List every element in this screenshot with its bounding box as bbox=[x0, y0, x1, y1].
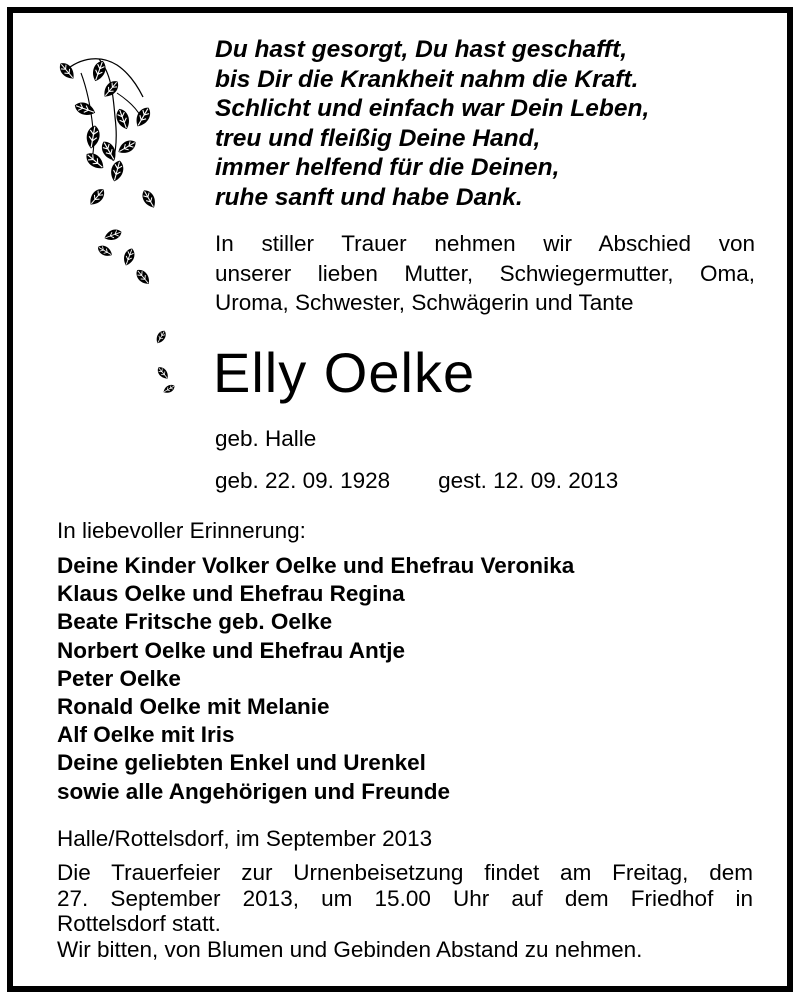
mourners-list bbox=[57, 552, 757, 806]
mourner-line: Alf Oelke mit Iris bbox=[57, 722, 235, 748]
birth-name: geb. Halle bbox=[215, 426, 317, 451]
mourner-line: Deine geliebten Enkel und Urenkel bbox=[57, 750, 426, 776]
mourner-line: Beate Fritsche geb. Oelke bbox=[57, 609, 333, 635]
notice-line: Rottelsdorf statt. bbox=[57, 911, 221, 936]
mourner-line: Klaus Oelke und Ehefrau Regina bbox=[57, 581, 405, 607]
poem-line: bis Dir die Krankheit nahm die Kraft. bbox=[215, 65, 639, 93]
place-and-date: Halle/Rottelsdorf, im September 2013 bbox=[57, 826, 433, 851]
poem-line: ruhe sanft und habe Dank. bbox=[215, 183, 523, 211]
notice-line: Wir bitten, von Blumen und Gebinden Abstand zu nehmen. bbox=[57, 936, 643, 962]
farewell-intro bbox=[215, 229, 755, 318]
obituary-notice bbox=[7, 7, 793, 992]
mourner-line: Deine Kinder Volker Oelke und Ehefrau Veronika bbox=[57, 553, 575, 578]
poem-line: Du hast gesorgt, Du hast geschafft, bbox=[215, 36, 628, 63]
poem-line: immer helfend für die Deinen, bbox=[215, 154, 560, 181]
intro-line: Uroma, Schwester, Schwägerin und Tante bbox=[215, 290, 634, 315]
memorial-poem bbox=[215, 35, 775, 212]
mourner-line: sowie alle Angehörigen und Freunde bbox=[57, 778, 450, 804]
intro-line: unserer lieben Mutter, Schwiegermutter, Oma, bbox=[215, 260, 755, 286]
notice-line: 27. September 2013, um 15.00 Uhr auf dem Friedhof in bbox=[57, 885, 753, 911]
death-date: gest. 12. 09. 2013 bbox=[438, 468, 619, 493]
memory-heading: In liebevoller Erinnerung: bbox=[57, 518, 306, 543]
birth-date: geb. 22. 09. 1928 bbox=[215, 468, 391, 493]
mourner-line: Ronald Oelke mit Melanie bbox=[57, 694, 330, 720]
deceased-name: Elly Oelke bbox=[213, 341, 476, 404]
mourner-line: Peter Oelke bbox=[57, 665, 181, 691]
poem-line: Schlicht und einfach war Dein Leben, bbox=[215, 95, 650, 122]
funeral-notice bbox=[57, 860, 753, 962]
life-dates bbox=[215, 467, 618, 495]
notice-line: Die Trauerfeier zur Urnenbeisetzung findet am Freitag, dem bbox=[57, 860, 753, 885]
falling-leaves-icon bbox=[51, 37, 191, 407]
mourner-line: Norbert Oelke und Ehefrau Antje bbox=[57, 637, 405, 663]
poem-line: treu und fleißig Deine Hand, bbox=[215, 124, 541, 152]
intro-line: In stiller Trauer nehmen wir Abschied von bbox=[215, 231, 755, 256]
